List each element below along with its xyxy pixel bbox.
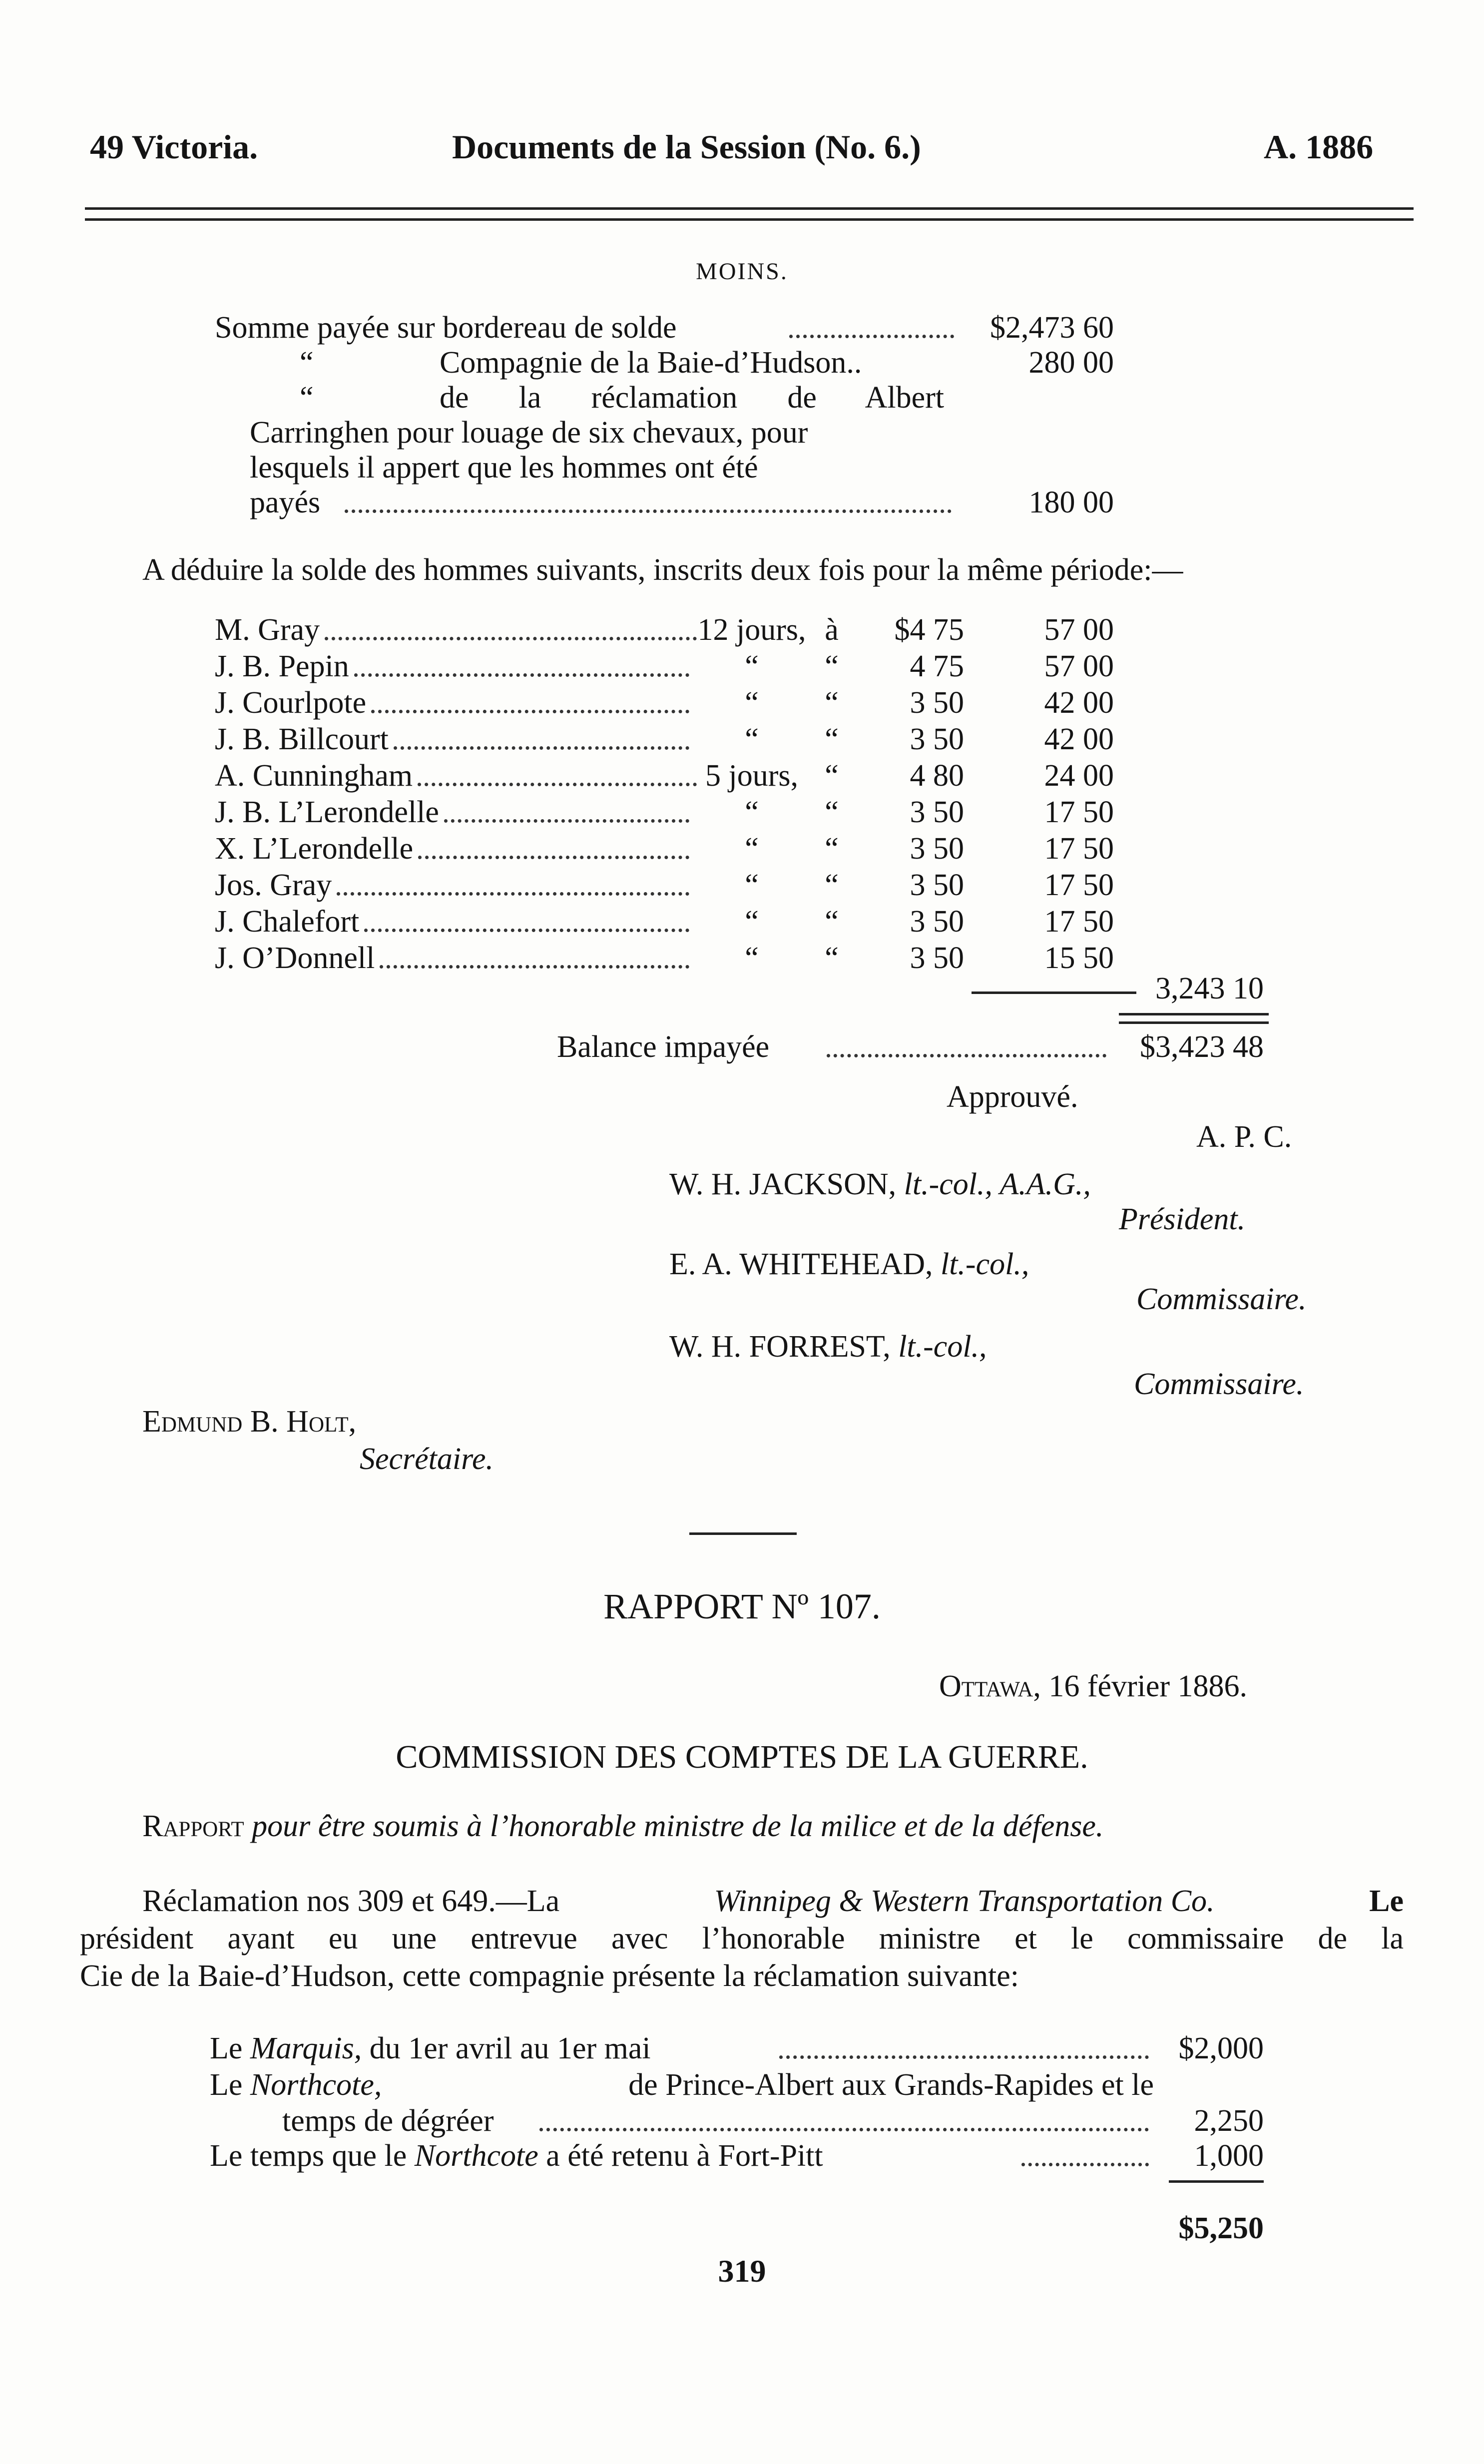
man-rate: 3 50 (910, 686, 964, 720)
moins-line-2: Compagnie de la Baie-d’Hudson.. (440, 346, 862, 380)
para-line-3: Cie de la Baie-d’Hudson, cette compagnie présente la réclamation suivante: (80, 1959, 1019, 1993)
man-days: “ (745, 649, 759, 683)
leader-dots (354, 673, 689, 677)
moins-line-1: Somme payée sur bordereau de solde (215, 311, 677, 345)
claims-total: $5,250 (1178, 2211, 1264, 2245)
man-days: “ (745, 905, 759, 939)
man-days: “ (745, 722, 759, 756)
header-left: 49 Victoria. (90, 128, 258, 166)
man-name: A. Cunningham (215, 759, 413, 793)
man-days: 12 jours, (697, 613, 806, 647)
signer-3-rank: lt.-col., (898, 1330, 987, 1364)
man-name: X. L’Lerondelle (215, 832, 414, 866)
man-rate: 3 50 (910, 941, 964, 975)
balance-amount: $3,423 48 (1140, 1030, 1264, 1064)
man-name: J. Chalefort (215, 905, 360, 939)
claim-1-text: du 1er avril au 1er mai (369, 2031, 651, 2065)
claim-2-prefix: Le (210, 2068, 243, 2102)
section-separator (689, 1532, 797, 1535)
moins-title: MOINS. (696, 258, 788, 285)
man-total: 24 00 (1044, 759, 1114, 793)
man-total: 57 00 (1044, 649, 1114, 683)
header-rule-bottom (85, 218, 1414, 221)
secretary-role: Secrétaire. (360, 1442, 494, 1476)
total-rule (1169, 2180, 1264, 2183)
signer-3-role: Commissaire. (1134, 1367, 1304, 1401)
page-number: 319 (718, 2253, 766, 2289)
man-rate-prefix: à (825, 613, 839, 647)
leader-dots (325, 637, 697, 640)
man-rate: 3 50 (910, 722, 964, 756)
signer-2-role: Commissaire. (1136, 1282, 1307, 1316)
subtotal-rule-2 (1119, 1021, 1269, 1024)
man-name: Jos. Gray (215, 868, 332, 902)
man-rate: 3 50 (910, 832, 964, 866)
para-line-2: président ayant eu une entrevue avec l’honorable ministre et le commissaire de la (80, 1922, 1404, 1956)
man-rate: $4 75 (894, 613, 964, 647)
approuve: Approuvé. (947, 1080, 1078, 1114)
man-total: 42 00 (1044, 722, 1114, 756)
header-rule-top (85, 207, 1414, 210)
man-rate-prefix: “ (825, 941, 839, 975)
leader-dots (364, 929, 689, 932)
signer-1-role: Président. (1119, 1202, 1246, 1236)
signer-3-name: W. H. FORREST, (669, 1330, 891, 1364)
claim-4-text: a été retenu à Fort-Pitt (546, 2139, 823, 2173)
man-total: 17 50 (1044, 868, 1114, 902)
moins-line-5: lesquels il appert que les hommes ont été (250, 451, 758, 485)
moins-line-6: payés (250, 486, 321, 519)
claim-4-prefix: Le temps que le (210, 2139, 407, 2173)
man-name: J. Courlpote (215, 686, 367, 720)
leader-dots (418, 783, 697, 786)
leader-dots (380, 965, 689, 969)
man-rate-prefix: “ (825, 649, 839, 683)
moins-amount-2: 280 00 (1028, 346, 1114, 380)
rapport-date: 16 février 1886. (1048, 1669, 1248, 1703)
claim-4-ship: Northcote (414, 2139, 538, 2173)
header-right: A. 1886 (1264, 128, 1374, 166)
rapport-lead: Rapport (142, 1809, 244, 1843)
signer-2-rank: lt.-col., (940, 1247, 1029, 1281)
man-rate: 4 75 (910, 649, 964, 683)
leader-dots (444, 819, 689, 823)
man-rate-prefix: “ (825, 722, 839, 756)
man-name: M. Gray (215, 613, 320, 647)
man-rate-prefix: “ (825, 905, 839, 939)
leader-dots (418, 856, 689, 859)
leader-dots (394, 746, 689, 750)
subtotal-rule-1 (1119, 1013, 1269, 1015)
claim-2-ship: Northcote, (250, 2068, 382, 2102)
leader-dots (779, 2055, 1149, 2059)
claim-4-amount: 1,000 (1194, 2139, 1264, 2173)
man-days: “ (745, 832, 759, 866)
man-name: J. O’Donnell (215, 941, 375, 975)
company-name: Winnipeg & Western Transportation Co. (714, 1884, 1215, 1918)
man-name: J. B. L’Lerondelle (215, 795, 439, 829)
man-days: “ (745, 868, 759, 902)
claim-1-prefix: Le (210, 2031, 243, 2065)
man-rate: 4 80 (910, 759, 964, 793)
man-rate: 3 50 (910, 795, 964, 829)
deduct-heading: A déduire la solde des hommes suivants, inscrits deux fois pour la même période:— (142, 553, 1183, 587)
man-rate-prefix: “ (825, 759, 839, 793)
moins-amount-1: $2,473 60 (990, 311, 1114, 345)
man-rate: 3 50 (910, 905, 964, 939)
man-name: J. B. Billcourt (215, 722, 389, 756)
man-days: “ (745, 686, 759, 720)
leader-dots (371, 710, 689, 713)
man-total: 57 00 (1044, 613, 1114, 647)
leader-dots (789, 335, 954, 338)
rapport-place: Ottawa, (939, 1669, 1041, 1703)
man-rate: 3 50 (910, 868, 964, 902)
claim-3-amount: 2,250 (1194, 2104, 1264, 2138)
man-total: 15 50 (1044, 941, 1114, 975)
moins-amount-3: 180 00 (1028, 486, 1114, 519)
man-total: 17 50 (1044, 795, 1114, 829)
ditto-mark: “ (300, 381, 314, 415)
man-days: “ (745, 795, 759, 829)
claim-2-text: de Prince-Albert aux Grands-Rapides et le (628, 2068, 1154, 2102)
man-days: “ (745, 941, 759, 975)
rapport-title: RAPPORT Nº 107. (603, 1586, 881, 1626)
signer-1-name: W. H. JACKSON, (669, 1167, 897, 1201)
man-total: 42 00 (1044, 686, 1114, 720)
leader-dots (827, 1054, 1106, 1057)
para-1-start: Réclamation nos 309 et 649.—La (142, 1884, 560, 1918)
man-days: 5 jours, (705, 759, 798, 793)
man-rate-prefix: “ (825, 686, 839, 720)
leader-dots (337, 892, 689, 896)
leader-dots (539, 2128, 1149, 2131)
rapport-lead-text: pour être soumis à l’honorable ministre de la milice et de la défense. (252, 1809, 1104, 1843)
ditto-mark: “ (300, 346, 314, 380)
man-rate-prefix: “ (825, 795, 839, 829)
para-1-end: Le (1369, 1884, 1404, 1918)
man-total: 17 50 (1044, 832, 1114, 866)
moins-line-4: Carringhen pour louage de six chevaux, pour (250, 416, 808, 450)
claim-1-amount: $2,000 (1178, 2031, 1264, 2065)
man-name: J. B. Pepin (215, 649, 349, 683)
man-rate-prefix: “ (825, 832, 839, 866)
signer-1-rank: lt.-col., A.A.G., (904, 1167, 1091, 1201)
balance-label: Balance impayée (557, 1030, 770, 1064)
leader-dots (345, 509, 952, 513)
secretary-name: Edmund B. Holt, (142, 1405, 357, 1439)
commission-title: COMMISSION DES COMPTES DE LA GUERRE. (396, 1739, 1088, 1775)
man-total: 17 50 (1044, 905, 1114, 939)
signer-2-name: E. A. WHITEHEAD, (669, 1247, 933, 1281)
claim-3-text: temps de dégréer (282, 2104, 494, 2138)
claim-1-ship: Marquis, (250, 2031, 362, 2065)
header-center: Documents de la Session (No. 6.) (452, 128, 921, 166)
apc: A. P. C. (1196, 1120, 1292, 1154)
moins-line-3: de la réclamation de Albert (440, 381, 944, 415)
subtotal-amount: 3,243 10 (1155, 972, 1264, 1005)
man-rate-prefix: “ (825, 868, 839, 902)
